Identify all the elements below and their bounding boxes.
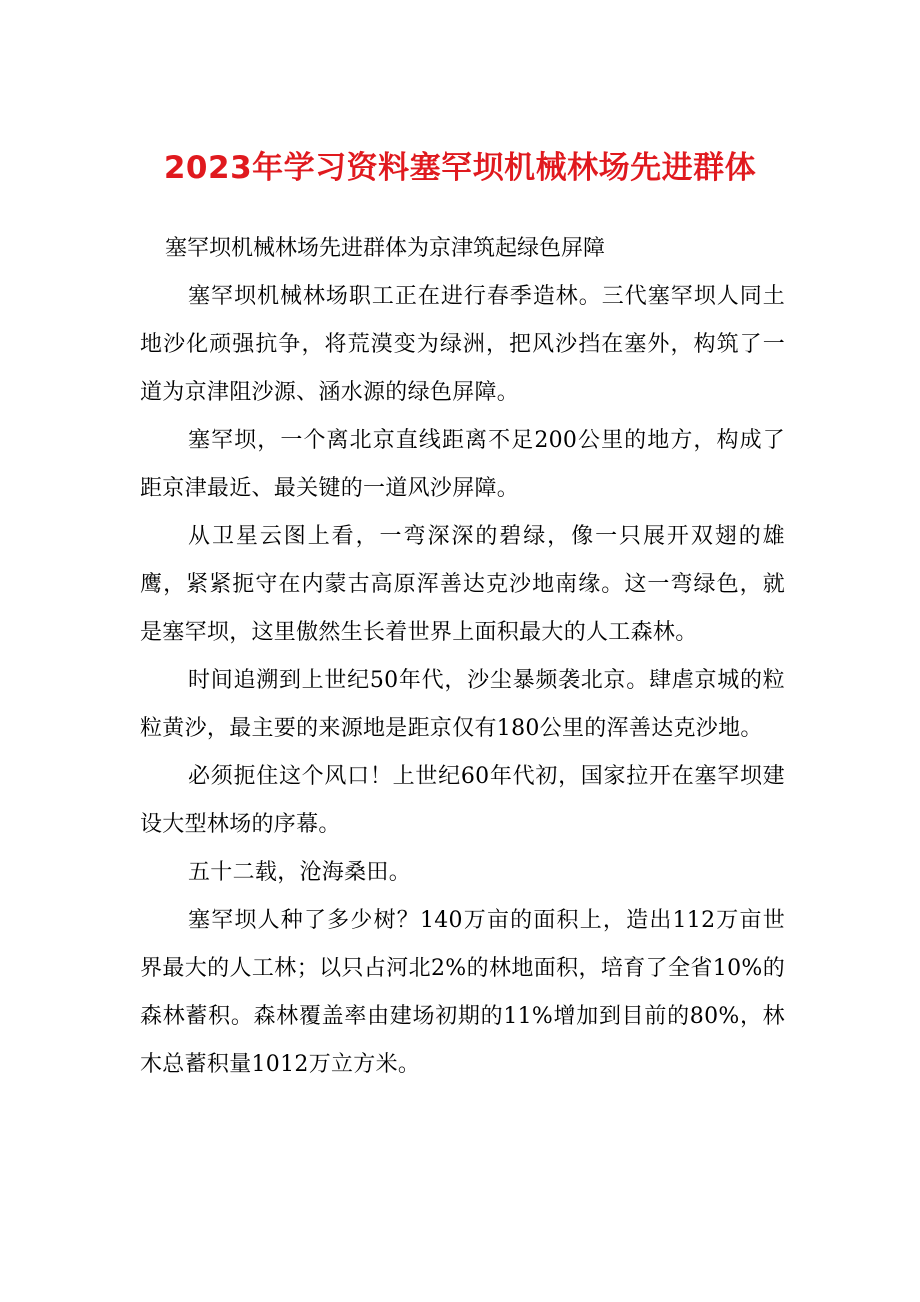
document-title: 2023年学习资料塞罕坝机械林场先进群体 <box>163 150 757 186</box>
paragraph: 塞罕坝人种了多少树？140万亩的面积上，造出112万亩世界最大的人工林；以只占河北2%的林地面积，培育了全省10%的森林蓄积。森林覆盖率由建场初期的11%增加到目前的80%，林木总蓄积量1012万立方米。 <box>140 908 785 1077</box>
paragraph: 五十二载，沧海桑田。 <box>188 860 412 885</box>
paragraph: 塞罕坝，一个离北京直线距离不足200公里的地方，构成了距京津最近、最关键的一道风沙屏障。 <box>140 428 785 501</box>
paragraph: 从卫星云图上看，一弯深深的碧绿，像一只展开双翅的雄鹰，紧紧扼守在内蒙古高原浑善达克沙地南缘。这一弯绿色，就是塞罕坝，这里傲然生长着世界上面积最大的人工森林。 <box>140 524 785 645</box>
document-body <box>140 225 785 1089</box>
paragraph: 必须扼住这个风口！上世纪60年代初，国家拉开在塞罕坝建设大型林场的序幕。 <box>140 764 785 837</box>
paragraph: 塞罕坝机械林场职工正在进行春季造林。三代塞罕坝人同土地沙化顽强抗争，将荒漠变为绿洲，把风沙挡在塞外，构筑了一道为京津阻沙源、涵水源的绿色屏障。 <box>140 284 785 405</box>
document-subheading: 塞罕坝机械林场先进群体为京津筑起绿色屏障 <box>165 236 606 261</box>
paragraph: 时间追溯到上世纪50年代，沙尘暴频袭北京。肆虐京城的粒粒黄沙，最主要的来源地是距京仅有180公里的浑善达克沙地。 <box>140 668 785 741</box>
